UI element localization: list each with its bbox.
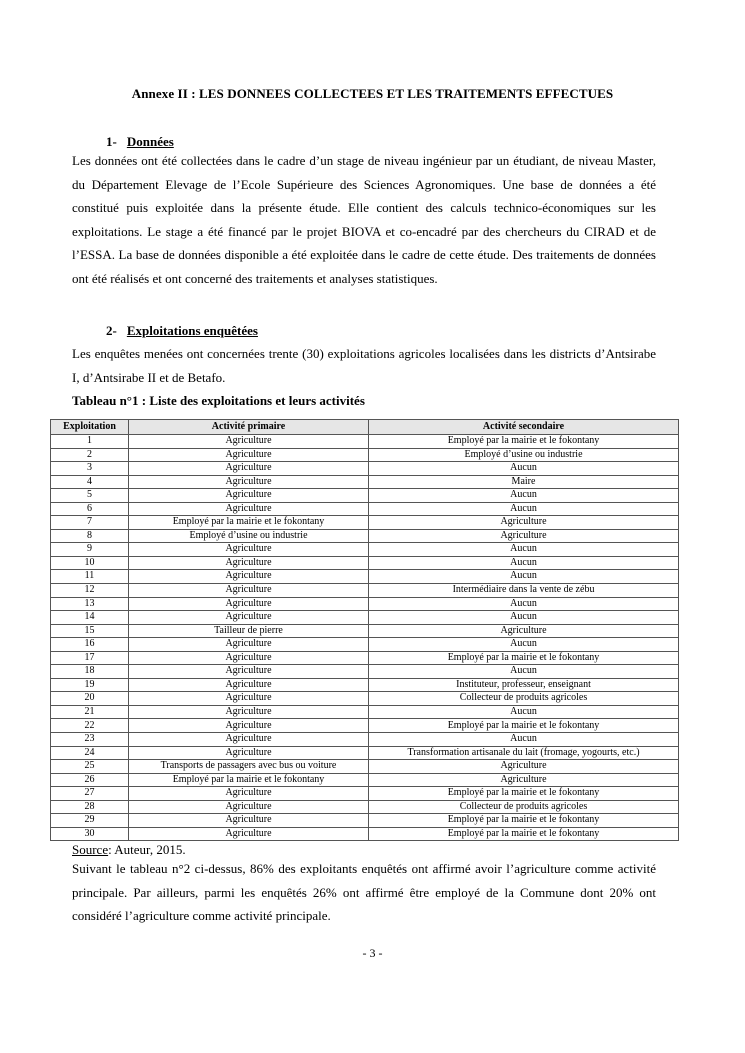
cell-activite-secondaire: Agriculture [369,516,679,530]
table-row [51,651,679,665]
table-row [51,516,679,530]
cell-activite-primaire: Agriculture [129,746,369,760]
cell-exploitation: 7 [51,516,129,530]
cell-exploitation: 14 [51,611,129,625]
table-row [51,773,679,787]
cell-activite-secondaire: Collecteur de produits agricoles [369,800,679,814]
cell-exploitation: 19 [51,678,129,692]
cell-exploitation: 20 [51,692,129,706]
cell-activite-primaire: Agriculture [129,597,369,611]
table-source [72,842,186,858]
cell-activite-secondaire: Intermédiaire dans la vente de zébu [369,584,679,598]
cell-activite-secondaire: Employé d’usine ou industrie [369,448,679,462]
cell-activite-secondaire: Employé par la mairie et le fokontany [369,827,679,841]
table-row [51,584,679,598]
cell-exploitation: 29 [51,814,129,828]
cell-activite-secondaire: Employé par la mairie et le fokontany [369,787,679,801]
cell-activite-primaire: Transports de passagers avec bus ou voiture [129,760,369,774]
column-header-activite-primaire: Activité primaire [129,420,369,435]
column-header-exploitation: Exploitation [51,420,129,435]
cell-activite-secondaire: Instituteur, professeur, enseignant [369,678,679,692]
cell-exploitation: 17 [51,651,129,665]
section-number: 1- [106,134,117,149]
cell-exploitation: 4 [51,475,129,489]
cell-exploitation: 28 [51,800,129,814]
cell-exploitation: 9 [51,543,129,557]
table-caption: Tableau n°1 : Liste des exploitations et leurs activités [72,393,365,408]
table-row [51,489,679,503]
cell-activite-secondaire: Aucun [369,502,679,516]
cell-activite-primaire: Agriculture [129,719,369,733]
cell-activite-primaire: Agriculture [129,705,369,719]
table-row [51,665,679,679]
table-row [51,475,679,489]
cell-activite-primaire: Agriculture [129,435,369,449]
cell-activite-primaire: Agriculture [129,448,369,462]
table-row [51,611,679,625]
cell-activite-primaire: Agriculture [129,502,369,516]
cell-exploitation: 13 [51,597,129,611]
cell-activite-secondaire: Employé par la mairie et le fokontany [369,814,679,828]
cell-activite-secondaire: Agriculture [369,624,679,638]
cell-activite-secondaire: Transformation artisanale du lait (fromage, yogourts, etc.) [369,746,679,760]
cell-exploitation: 21 [51,705,129,719]
cell-exploitation: 15 [51,624,129,638]
cell-activite-primaire: Agriculture [129,570,369,584]
cell-activite-secondaire: Agriculture [369,529,679,543]
cell-exploitation: 11 [51,570,129,584]
table-row [51,448,679,462]
cell-exploitation: 30 [51,827,129,841]
cell-activite-secondaire: Aucun [369,570,679,584]
cell-exploitation: 8 [51,529,129,543]
table-row [51,719,679,733]
cell-activite-primaire: Agriculture [129,556,369,570]
table-row [51,678,679,692]
cell-activite-primaire: Employé par la mairie et le fokontany [129,516,369,530]
cell-activite-secondaire: Maire [369,475,679,489]
section-heading-exploitations [106,323,258,339]
table-row [51,543,679,557]
table-row [51,814,679,828]
section-paragraph-donnees: Les données ont été collectées dans le cadre d’un stage de niveau ingénieur par un étudiant, de niveau Master, du Département Elevage de l’Ecole Supérieure des Sciences Agronomiques. Une base de données a été constitué puis exploitée dans la présente étude. Elle contient des calculs technico-économiques sur les exploitations. Le stage a été financé par le projet BIOVA et co-encadré par des chercheurs du CIRAD et de l’ESSA. La base de données disponible a été exploitée dans le cadre de cette étude. Des traitements de données ont été réalisés et ont concerné des traitements et analyses statistiques. [72,153,656,286]
exploitations-table [50,419,679,841]
cell-exploitation: 22 [51,719,129,733]
column-header-activite-secondaire: Activité secondaire [369,420,679,435]
table-row [51,705,679,719]
cell-activite-primaire: Agriculture [129,678,369,692]
cell-activite-secondaire: Aucun [369,733,679,747]
cell-activite-primaire: Agriculture [129,665,369,679]
cell-activite-secondaire: Aucun [369,611,679,625]
table-row [51,827,679,841]
cell-activite-primaire: Agriculture [129,827,369,841]
section-title: Données [126,134,174,149]
cell-exploitation: 3 [51,462,129,476]
cell-activite-primaire: Agriculture [129,489,369,503]
cell-activite-primaire: Agriculture [129,584,369,598]
cell-activite-secondaire: Aucun [369,665,679,679]
cell-activite-secondaire: Aucun [369,462,679,476]
cell-exploitation: 26 [51,773,129,787]
cell-activite-primaire: Agriculture [129,462,369,476]
cell-activite-secondaire: Aucun [369,597,679,611]
table-row [51,462,679,476]
table-row [51,597,679,611]
cell-exploitation: 27 [51,787,129,801]
source-label: Source [72,842,109,857]
cell-activite-secondaire: Employé par la mairie et le fokontany [369,719,679,733]
conclusion-paragraph: Suivant le tableau n°2 ci-dessus, 86% des exploitants enquêtés ont affirmé avoir l’agriculture comme activité principale. Par ailleurs, parmi les enquêtés 26% ont affirmé être employé de la Commune dont 20% ont considéré l’agriculture comme activité principale. [72,861,656,924]
table-row [51,502,679,516]
table-row [51,529,679,543]
cell-exploitation: 24 [51,746,129,760]
table-row [51,787,679,801]
cell-activite-primaire: Tailleur de pierre [129,624,369,638]
cell-activite-primaire: Agriculture [129,651,369,665]
page-title: Annexe II : LES DONNEES COLLECTEES ET LES TRAITEMENTS EFFECTUES [131,86,614,101]
cell-activite-secondaire: Aucun [369,543,679,557]
table-row [51,435,679,449]
cell-activite-primaire: Employé d’usine ou industrie [129,529,369,543]
cell-activite-secondaire: Collecteur de produits agricoles [369,692,679,706]
cell-exploitation: 18 [51,665,129,679]
cell-exploitation: 10 [51,556,129,570]
cell-activite-secondaire: Aucun [369,556,679,570]
cell-exploitation: 2 [51,448,129,462]
table-row [51,638,679,652]
cell-activite-primaire: Agriculture [129,611,369,625]
section-heading-donnees [106,134,174,150]
cell-activite-primaire: Agriculture [129,475,369,489]
cell-exploitation: 23 [51,733,129,747]
table-row [51,746,679,760]
cell-activite-secondaire: Aucun [369,705,679,719]
cell-exploitation: 6 [51,502,129,516]
cell-activite-primaire: Agriculture [129,800,369,814]
cell-activite-secondaire: Agriculture [369,760,679,774]
section-title: Exploitations enquêtées [126,323,258,338]
table-row [51,800,679,814]
source-text: : Auteur, 2015. [108,842,186,857]
cell-exploitation: 12 [51,584,129,598]
cell-activite-primaire: Agriculture [129,814,369,828]
cell-activite-primaire: Agriculture [129,733,369,747]
section-paragraph-exploitations: Les enquêtes menées ont concernées trente (30) exploitations agricoles localisées dans les districts d’Antsirabe I, d’Antsirabe II et de Betafo. [72,346,656,385]
cell-activite-primaire: Agriculture [129,787,369,801]
cell-activite-secondaire: Aucun [369,638,679,652]
cell-activite-secondaire: Employé par la mairie et le fokontany [369,435,679,449]
cell-exploitation: 5 [51,489,129,503]
table-row [51,760,679,774]
table-row [51,556,679,570]
table-row [51,624,679,638]
cell-exploitation: 25 [51,760,129,774]
table-header-row [51,420,679,435]
cell-activite-secondaire: Agriculture [369,773,679,787]
page-number: - 3 - [362,946,383,960]
cell-activite-primaire: Agriculture [129,692,369,706]
table-row [51,692,679,706]
section-number: 2- [106,323,117,338]
cell-activite-primaire: Agriculture [129,543,369,557]
cell-activite-secondaire: Aucun [369,489,679,503]
cell-exploitation: 16 [51,638,129,652]
table-row [51,570,679,584]
cell-activite-primaire: Employé par la mairie et le fokontany [129,773,369,787]
table-row [51,733,679,747]
cell-activite-secondaire: Employé par la mairie et le fokontany [369,651,679,665]
cell-activite-primaire: Agriculture [129,638,369,652]
cell-exploitation: 1 [51,435,129,449]
